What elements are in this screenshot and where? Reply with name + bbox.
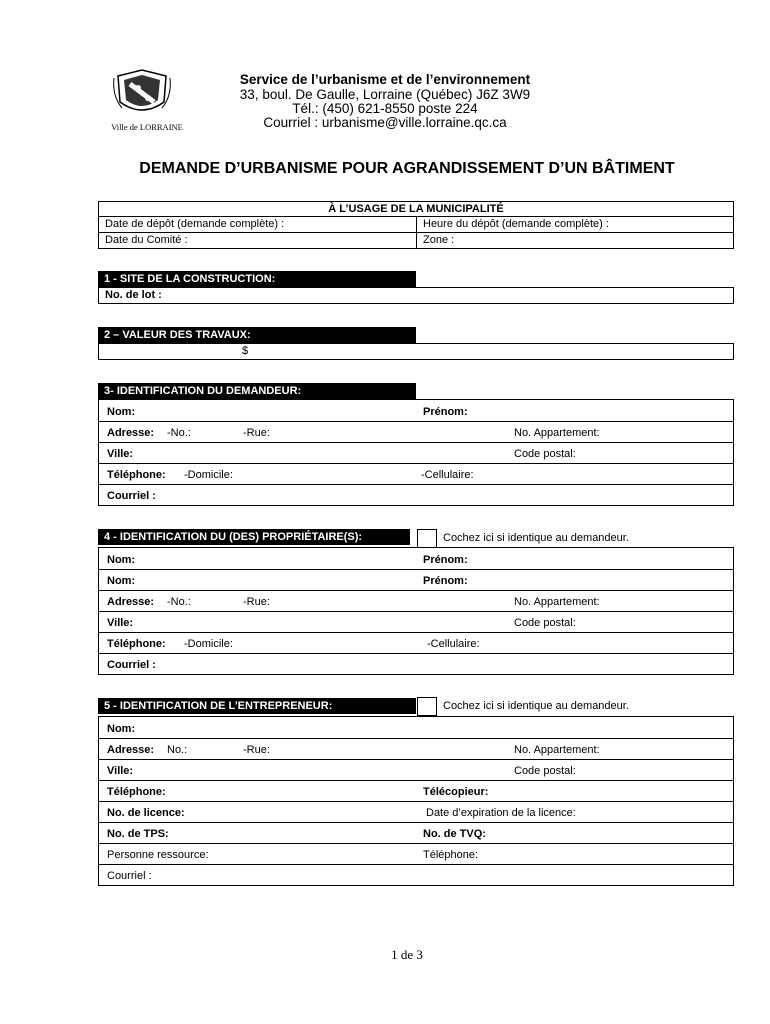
s3-telephone-label: Téléphone: (107, 469, 166, 481)
s5-tvq-field[interactable]: No. de TVQ: (423, 828, 486, 840)
lot-label: No. de lot : (105, 289, 162, 301)
s5-courriel-field[interactable]: Courriel : (107, 870, 152, 882)
s3-cellulaire-field[interactable]: -Cellulaire: (421, 469, 474, 481)
org-address: 33, boul. De Gaulle, Lorraine (Québec) J6Z 3W9 (239, 87, 531, 102)
entrepreneur-box (98, 716, 734, 886)
s4-same-as-applicant-checkbox[interactable] (417, 529, 437, 548)
s5-checkbox-label: Cochez ici si identique au demandeur. (443, 700, 629, 712)
s4-rue-field[interactable]: -Rue: (243, 596, 270, 608)
s5-code-postal-field[interactable]: Code postal: (514, 765, 576, 777)
s4-nom-1-field[interactable]: Nom: (107, 554, 136, 566)
date-comite-field[interactable]: Date du Comité : (105, 234, 188, 246)
s4-prenom-1-field[interactable]: Prénom: (423, 554, 468, 566)
org-phone: Tél.: (450) 621-8550 poste 224 (292, 101, 478, 116)
s5-expiration-field[interactable]: Date d’expiration de la licence: (426, 807, 576, 819)
s5-ville-field[interactable]: Ville: (107, 765, 134, 777)
s4-cellulaire-field[interactable]: -Cellulaire: (427, 638, 480, 650)
dollar-sign: $ (242, 345, 249, 357)
s5-tps-field[interactable]: No. de TPS: (107, 828, 169, 840)
s4-checkbox-label: Cochez ici si identique au demandeur. (443, 532, 629, 544)
page-title: DEMANDE D’URBANISME POUR AGRANDISSEMENT D’UN BÂTIMENT (139, 160, 675, 177)
s5-same-as-applicant-checkbox[interactable] (417, 697, 437, 716)
s5-telephone-field[interactable]: Téléphone: (107, 786, 166, 798)
section-2-heading: 2 – VALEUR DES TRAVAUX: (98, 327, 416, 343)
municipal-box (98, 201, 734, 249)
section-5-heading: 5 - IDENTIFICATION DE L’ENTREPRENEUR: (98, 698, 416, 714)
s3-appartement-field[interactable]: No. Appartement: (514, 427, 600, 439)
page-number: 1 de 3 (391, 947, 423, 962)
s3-rue-field[interactable]: -Rue: (243, 427, 270, 439)
s5-adresse-label: Adresse: (107, 744, 155, 756)
s5-appartement-field[interactable]: No. Appartement: (514, 744, 600, 756)
s4-courriel-field[interactable]: Courriel : (107, 659, 156, 671)
s4-adresse-label: Adresse: (107, 596, 155, 608)
org-email: Courriel : urbanisme@ville.lorraine.qc.ca (263, 115, 507, 130)
s3-prenom-field[interactable]: Prénom: (423, 406, 468, 418)
municipal-heading: À L’USAGE DE LA MUNICIPALITÉ (328, 203, 504, 215)
s5-personne-ressource-field[interactable]: Personne ressource: (107, 849, 209, 861)
date-depot-field[interactable]: Date de dépôt (demande complète) : (105, 218, 285, 230)
section-3-heading: 3- IDENTIFICATION DU DEMANDEUR: (98, 383, 416, 399)
s5-telecopieur-field[interactable]: Télécopieur: (423, 786, 489, 798)
valeur-field[interactable] (98, 343, 734, 360)
logo-caption: Ville de LORRAINE (111, 122, 183, 132)
s3-adresse-label: Adresse: (107, 427, 155, 439)
lot-field[interactable] (98, 287, 734, 304)
s3-no-field[interactable]: -No.: (167, 427, 191, 439)
s5-rue-field[interactable]: -Rue: (243, 744, 270, 756)
s4-ville-field[interactable]: Ville: (107, 617, 134, 629)
demandeur-box (98, 399, 734, 506)
s5-licence-field[interactable]: No. de licence: (107, 807, 185, 819)
section-1-heading: 1 - SITE DE LA CONSTRUCTION: (98, 271, 416, 287)
s4-prenom-2-field[interactable]: Prénom: (423, 575, 468, 587)
s4-code-postal-field[interactable]: Code postal: (514, 617, 576, 629)
section-4-heading: 4 - IDENTIFICATION DU (DES) PROPRIÉTAIRE(S): (98, 529, 410, 545)
s5-no-field[interactable]: No.: (167, 744, 188, 756)
s4-no-field[interactable]: -No.: (167, 596, 191, 608)
org-name: Service de l’urbanisme et de l’environnement (239, 72, 531, 87)
s4-domicile-field[interactable]: -Domicile: (184, 638, 233, 650)
s3-domicile-field[interactable]: -Domicile: (184, 469, 233, 481)
s4-appartement-field[interactable]: No. Appartement: (514, 596, 600, 608)
proprietaire-box (98, 547, 734, 675)
s3-courriel-field[interactable]: Courriel : (107, 490, 156, 502)
zone-field[interactable]: Zone : (423, 234, 455, 246)
s4-nom-2-field[interactable]: Nom: (107, 575, 136, 587)
s3-code-postal-field[interactable]: Code postal: (514, 448, 576, 460)
s4-telephone-label: Téléphone: (107, 638, 166, 650)
heure-depot-field[interactable]: Heure du dépôt (demande complète) : (423, 218, 609, 230)
s3-ville-field[interactable]: Ville: (107, 448, 134, 460)
s3-nom-field[interactable]: Nom: (107, 406, 136, 418)
s5-nom-field[interactable]: Nom: (107, 723, 136, 735)
s5-telephone-2-field[interactable]: Téléphone: (423, 849, 479, 861)
